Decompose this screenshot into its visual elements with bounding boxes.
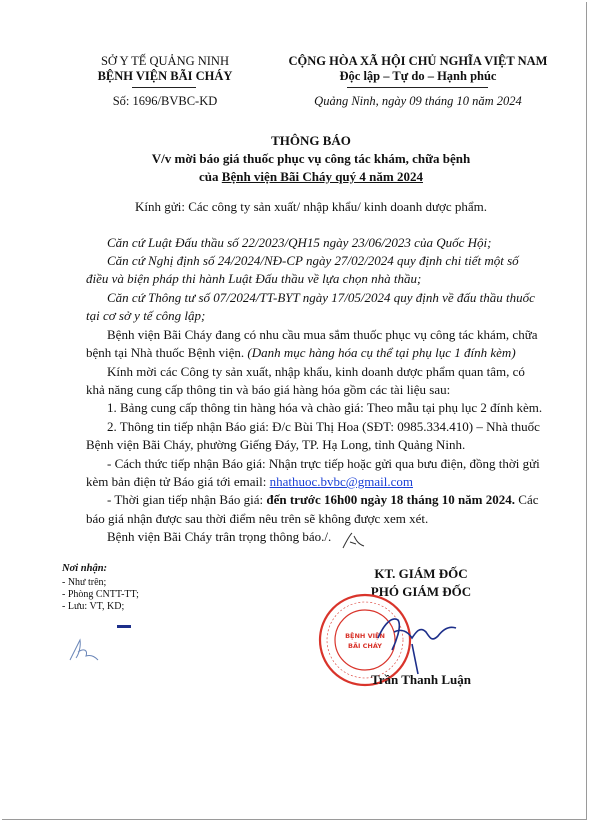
hospital-name: BỆNH VIỆN BÃI CHÁY — [97, 69, 233, 83]
initials-mark — [340, 530, 368, 552]
ink-dash — [117, 625, 131, 628]
national-motto: Độc lập – Tự do – Hạnh phúc — [339, 69, 497, 83]
initial-signature — [66, 636, 102, 666]
legal-basis-2-cont: điều và biện pháp thi hành Luật Đấu thầu về lựa chọn nhà thầu; — [86, 271, 422, 286]
place-date: Quảng Ninh, ngày 09 tháng 10 năm 2024 — [314, 94, 522, 108]
method-line-2: kèm bản điện tử Báo giá tới email: nhathuoc.bvbc@gmail.com — [86, 474, 413, 489]
item-1: 1. Bảng cung cấp thông tin hàng hóa và chào giá: Theo mẫu tại phụ lục 2 đính kèm. — [107, 400, 543, 415]
recipient-item-3: - Lưu: VT, KD; — [62, 601, 125, 612]
salutation: Kính gửi: Các công ty sản xuất/ nhập khẩu/ kinh doanh dược phẩm. — [134, 199, 488, 214]
need-line-2: bệnh tại Nhà thuốc Bệnh viện. (Danh mục hàng hóa cụ thể tại phụ lục 1 đính kèm) — [86, 345, 516, 360]
item-2-line-1: 2. Thông tin tiếp nhận Báo giá: Đ/c Bùi Thị Hoa (SĐT: 0985.334.410) – Nhà thuốc — [107, 419, 540, 434]
invite-line-1: Kính mời các Công ty sản xuất, nhập khẩu, kinh doanh dược phẩm quan tâm, có — [107, 364, 525, 379]
motto-underline — [347, 87, 488, 88]
email-link[interactable]: nhathuoc.bvbc@gmail.com — [269, 474, 413, 489]
recipients-label: Nơi nhận: — [62, 563, 108, 574]
recipient-item-1: - Như trên; — [62, 577, 107, 588]
document-heading: THÔNG BÁO — [271, 133, 351, 148]
invite-line-2: khả năng cung cấp thông tin và báo giá hàng hóa gồm các tài liệu sau: — [86, 382, 451, 397]
signer-title-2: PHÓ GIÁM ĐỐC — [370, 584, 472, 599]
recipient-item-2: - Phòng CNTT-TT; — [62, 589, 139, 600]
item-2-line-2: Bệnh viện Bãi Cháy, phường Giếng Đáy, TP. Hạ Long, tỉnh Quảng Ninh. — [86, 437, 466, 452]
subject-line-2: của Bệnh viện Bãi Cháy quý 4 năm 2024 — [199, 169, 423, 184]
hospital-underline — [132, 87, 196, 88]
legal-basis-3: Căn cứ Thông tư số 07/2024/TT-BYT ngày 17/05/2024 quy định về đấu thầu thuốc — [107, 290, 535, 305]
svg-text:BỆNH VIỆN: BỆNH VIỆN — [345, 632, 385, 640]
need-line-1: Bệnh viện Bãi Cháy đang có nhu cầu mua sắm thuốc phục vụ công tác khám, chữa — [107, 327, 538, 342]
subject-line-1: V/v mời báo giá thuốc phục vụ công tác khám, chữa bệnh — [151, 151, 471, 166]
director-signature — [372, 598, 462, 678]
svg-text:BÃI CHÁY: BÃI CHÁY — [348, 642, 382, 650]
legal-basis-2: Căn cứ Nghị định số 24/2024/NĐ-CP ngày 27/02/2024 quy định chi tiết một số — [107, 253, 519, 268]
republic-title: CỘNG HÒA XÃ HỘI CHỦ NGHĨA VIỆT NAM — [288, 54, 548, 68]
ministry-name: SỞ Y TẾ QUẢNG NINH — [100, 54, 229, 68]
legal-basis-3-cont: tại cơ sở y tế công lập; — [86, 308, 206, 323]
signer-name: Trần Thanh Luận — [371, 672, 471, 687]
signer-title-1: KT. GIÁM ĐỐC — [374, 566, 468, 581]
method-line-1: - Cách thức tiếp nhận Báo giá: Nhận trực tiếp hoặc gửi qua bưu điện, đồng thời gửi — [107, 456, 540, 471]
legal-basis-1: Căn cứ Luật Đấu thầu số 22/2023/QH15 ngày 23/06/2023 của Quốc Hội; — [107, 235, 492, 250]
document-number: Số: 1696/BVBC-KD — [112, 94, 218, 108]
time-line-1: - Thời gian tiếp nhận Báo giá: đến trước 16h00 ngày 18 tháng 10 năm 2024. Các — [107, 492, 539, 507]
time-line-2: báo giá nhận được sau thời điểm nêu trên sẽ không được xem xét. — [86, 511, 429, 526]
closing-line: Bệnh viện Bãi Cháy trân trọng thông báo./. — [107, 529, 332, 544]
